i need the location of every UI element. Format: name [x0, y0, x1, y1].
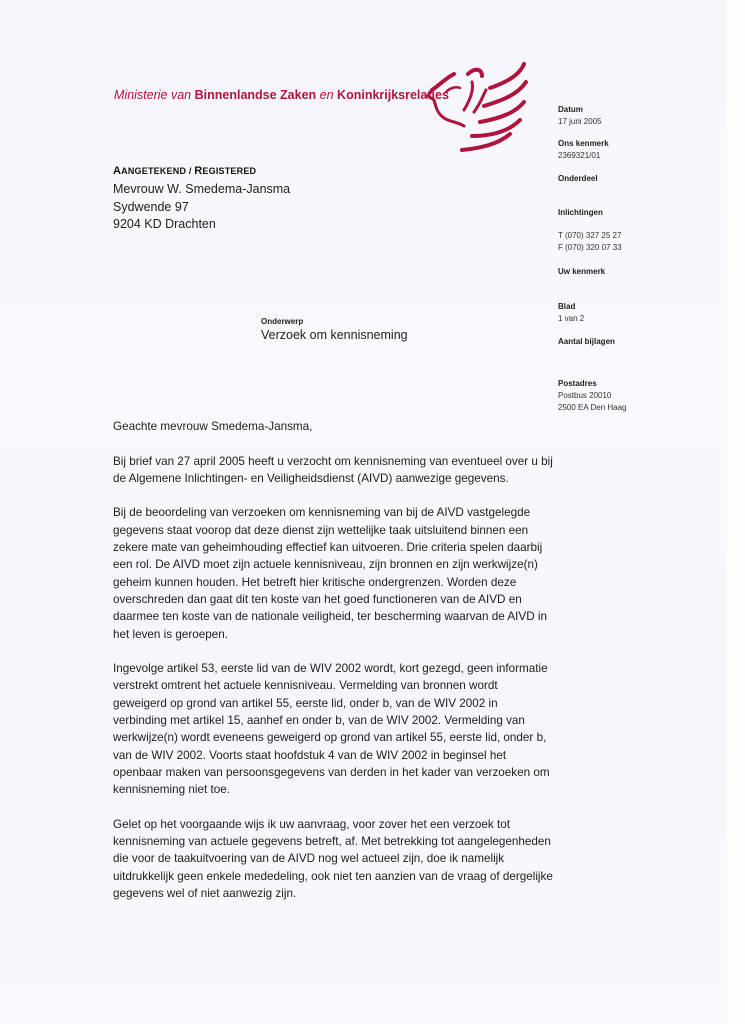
letter-body [113, 418, 553, 920]
lion-head-icon [424, 60, 528, 152]
recipient-street: Sydwende 97 [113, 199, 189, 214]
date-block: Datum 17 juni 2005 [558, 105, 602, 126]
paragraph: Bij brief van 27 april 2005 heeft u verzocht om kennisneming van eventueel over u bij de Algemene Inlichtingen- en Veiligheidsdienst (AIVD) aanwezige gegevens. [113, 454, 553, 485]
your-reference-block: Uw kenmerk [558, 267, 606, 276]
information-block: Inlichtingen [558, 208, 603, 217]
registered-mail-label: AANGETEKEND / REGISTERED [113, 165, 257, 177]
salutation: Geachte mevrouw Smedema-Jansma, [113, 420, 313, 433]
paragraph: Bij de beoordeling van verzoeken om kennisneming van bij de AIVD vastgelegde gegevens staat voorop dat deze dienst zijn wettelijke taak uitsluitend binnen een zekere mate van geheimhouding effectief kan uitvoeren. Drie criteria spelen daarbij een rol. De AIVD moet zijn actuele kennisniveau, zijn bronnen en zijn werkwijze(n) geheim kunnen houden. Het betreft hier kritische ondergrenzen. Worden deze overschreden dan gaat dit ten koste van het goed functioneren van de AIVD en daarmee ten koste van de nationale veiligheid, ter bescherming waarvan de AIVD in het leven is geroepen. [113, 506, 547, 641]
department-block: Onderdeel [558, 174, 598, 183]
paragraph: Ingevolge artikel 53, eerste lid van de WIV 2002 wordt, kort gezegd, geen informatie verstrekt omtrent het actuele kennisniveau. Vermelding van bronnen wordt geweigerd op grond van artikel 55, eerste lid, onder b, van de WIV 2002 in verbinding met artikel 15, aanhef en onder b, van de WIV 2002. Vermelding van werkwijze(n) wordt eveneens geweigerd op grond van artikel 55, eerste lid, onder b, van de WIV 2002. Voorts staat hoofdstuk 4 van de WIV 2002 in beginsel het openbaar maken van persoonsgegevens van derden in het kader van verzoeken om kennisneming niet toe. [113, 662, 550, 797]
recipient-name: Mevrouw W. Smedema-Jansma [113, 182, 291, 196]
subject-value: Verzoek om kennisneming [261, 328, 408, 342]
recipient-address [113, 181, 290, 234]
subject-label: Onderwerp [261, 317, 304, 326]
attachments-block: Aantal bijlagen [558, 337, 615, 346]
reference-block: Ons kenmerk 2369321/01 [558, 139, 609, 160]
ministry-name: Ministerie van Binnenlandse Zaken en Koninkrijksrelaties [114, 88, 449, 102]
paragraph: Gelet op het voorgaande wijs ik uw aanvraag, voor zover het een verzoek tot kennisneming van actuele gegevens betreft, af. Met betrekking tot aangelegenheden die voor de taakuitvoering van de AIVD nog wel actueel zijn, doe ik namelijk uitdrukkelijk geen enkele mededeling, ook niet ten aanzien van de vraag of dergelijke gegevens wel of niet aanwezig zijn. [113, 817, 553, 901]
page-count-block: Blad 1 van 2 [558, 302, 585, 323]
contact-numbers: T (070) 327 25 27 F (070) 320 07 33 [558, 231, 622, 252]
recipient-city: 9204 KD Drachten [113, 217, 216, 231]
postal-address-block: Postadres Postbus 20010 2500 EA Den Haag [558, 379, 627, 412]
scan-edge [727, 0, 745, 1024]
